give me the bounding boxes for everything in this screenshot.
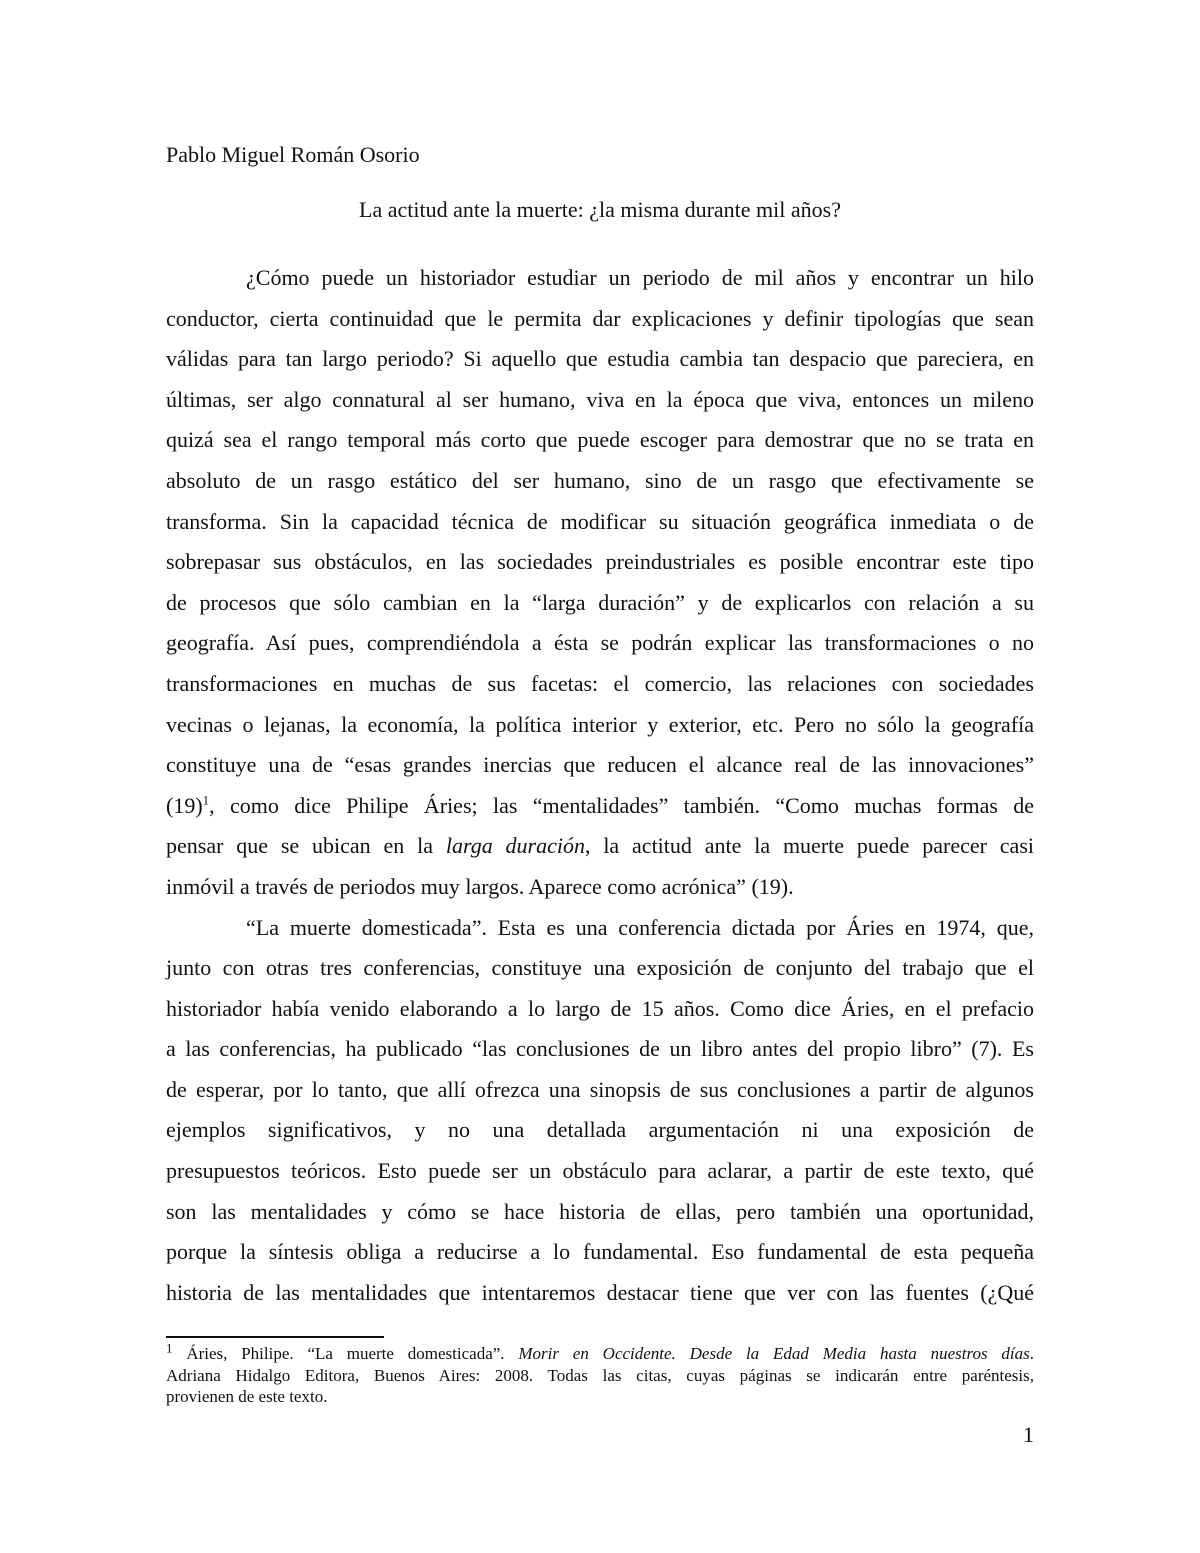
page-number: 1	[1023, 1422, 1034, 1447]
body-line: “La muerte domesticada”. Esta es una conferencia dictada por Áries en 1974, que,	[246, 914, 1034, 940]
footnote-text: Áries, Philipe. “La muerte domesticada”.	[172, 1344, 519, 1363]
citation-text: (19)	[166, 792, 203, 818]
footnote-line: Adriana Hidalgo Editora, Buenos Aires: 2008. Todas las citas, cuyas páginas se indicarán entre paréntesis,	[166, 1365, 1034, 1385]
body-line: son las mentalidades y cómo se hace historia de ellas, pero también una oportunidad,	[166, 1198, 1034, 1224]
body-line: a las conferencias, ha publicado “las conclusiones de un libro antes del propio libro” (7). Es	[166, 1036, 1034, 1062]
book-title: Morir en Occidente. Desde la Edad Media hasta nuestros días	[518, 1344, 1030, 1363]
body-line: válidas para tan largo periodo? Si aquello que estudia cambia tan despacio que pareciera, en	[166, 346, 1034, 372]
body-line: últimas, ser algo connatural al ser humano, viva en la época que viva, entonces un mileno	[166, 386, 1034, 412]
author-name: Pablo Miguel Román Osorio	[166, 142, 420, 167]
body-line-text: pensar que se ubican en la	[166, 833, 446, 859]
footnote-separator	[166, 1336, 384, 1338]
body-text	[166, 258, 1034, 1313]
body-line	[166, 786, 1034, 827]
body-line-text: , la actitud ante la muerte puede parecer casi	[584, 833, 1034, 859]
body-line: junto con otras tres conferencias, constituye una exposición de conjunto del trabajo que el	[166, 955, 1034, 981]
body-line	[166, 826, 1034, 867]
body-line: de esperar, por lo tanto, que allí ofrezca una sinopsis de sus conclusiones a partir de algunos	[166, 1076, 1034, 1102]
footnote-line	[166, 1340, 1034, 1365]
body-line: porque la síntesis obliga a reducirse a lo fundamental. Eso fundamental de esta pequeña	[166, 1239, 1034, 1265]
body-line: sobrepasar sus obstáculos, en las sociedades preindustriales es posible encontrar este tipo	[166, 549, 1034, 575]
body-line: historiador había venido elaborando a lo largo de 15 años. Como dice Áries, en el prefacio	[166, 995, 1034, 1021]
body-line: geografía. Así pues, comprendiéndola a ésta se podrán explicar las transformaciones o no	[166, 630, 1034, 656]
body-line: transformaciones en muchas de sus facetas: el comercio, las relaciones con sociedades	[166, 670, 1034, 696]
body-line: ejemplos significativos, y no una detallada argumentación ni una exposición de	[166, 1117, 1034, 1143]
body-line: historia de las mentalidades que intentaremos destacar tiene que ver con las fuentes (¿Qué	[166, 1279, 1034, 1305]
body-line: conductor, cierta continuidad que le permita dar explicaciones y definir tipologías que sean	[166, 305, 1034, 331]
footnote-marker: 1	[166, 1340, 173, 1356]
body-line: ¿Cómo puede un historiador estudiar un periodo de mil años y encontrar un hilo	[246, 265, 1034, 290]
body-line: transforma. Sin la capacidad técnica de modificar su situación geográfica inmediata o de	[166, 508, 1034, 534]
footnote-text: .	[1029, 1344, 1034, 1363]
footnote	[166, 1340, 1034, 1408]
body-line: quizá sea el rango temporal más corto que puede escoger para demostrar que no se trata en	[166, 427, 1034, 453]
footnote-reference[interactable]: 1	[202, 792, 210, 808]
italic-term: larga duración	[445, 833, 585, 859]
footnote-line: provienen de este texto.	[166, 1387, 328, 1406]
body-line: presupuestos teóricos. Esto puede ser un obstáculo para aclarar, a partir de este texto, qué	[166, 1158, 1034, 1184]
body-line: constituye una de “esas grandes inercias que reducen el alcance real de las innovaciones”	[166, 752, 1034, 778]
body-line: de procesos que sólo cambian en la “larga duración” y de explicarlos con relación a su	[166, 589, 1034, 615]
body-line: absoluto de un rasgo estático del ser humano, sino de un rasgo que efectivamente se	[166, 467, 1034, 493]
body-line: inmóvil a través de periodos muy largos. Aparece como acrónica” (19).	[166, 873, 794, 899]
body-line: vecinas o lejanas, la economía, la política interior y exterior, etc. Pero no sólo la geografía	[166, 711, 1034, 737]
body-line-text: , como dice Philipe Áries; las “mentalidades” también. “Como muchas formas de	[209, 792, 1034, 818]
essay-title: La actitud ante la muerte: ¿la misma durante mil años?	[359, 197, 841, 222]
